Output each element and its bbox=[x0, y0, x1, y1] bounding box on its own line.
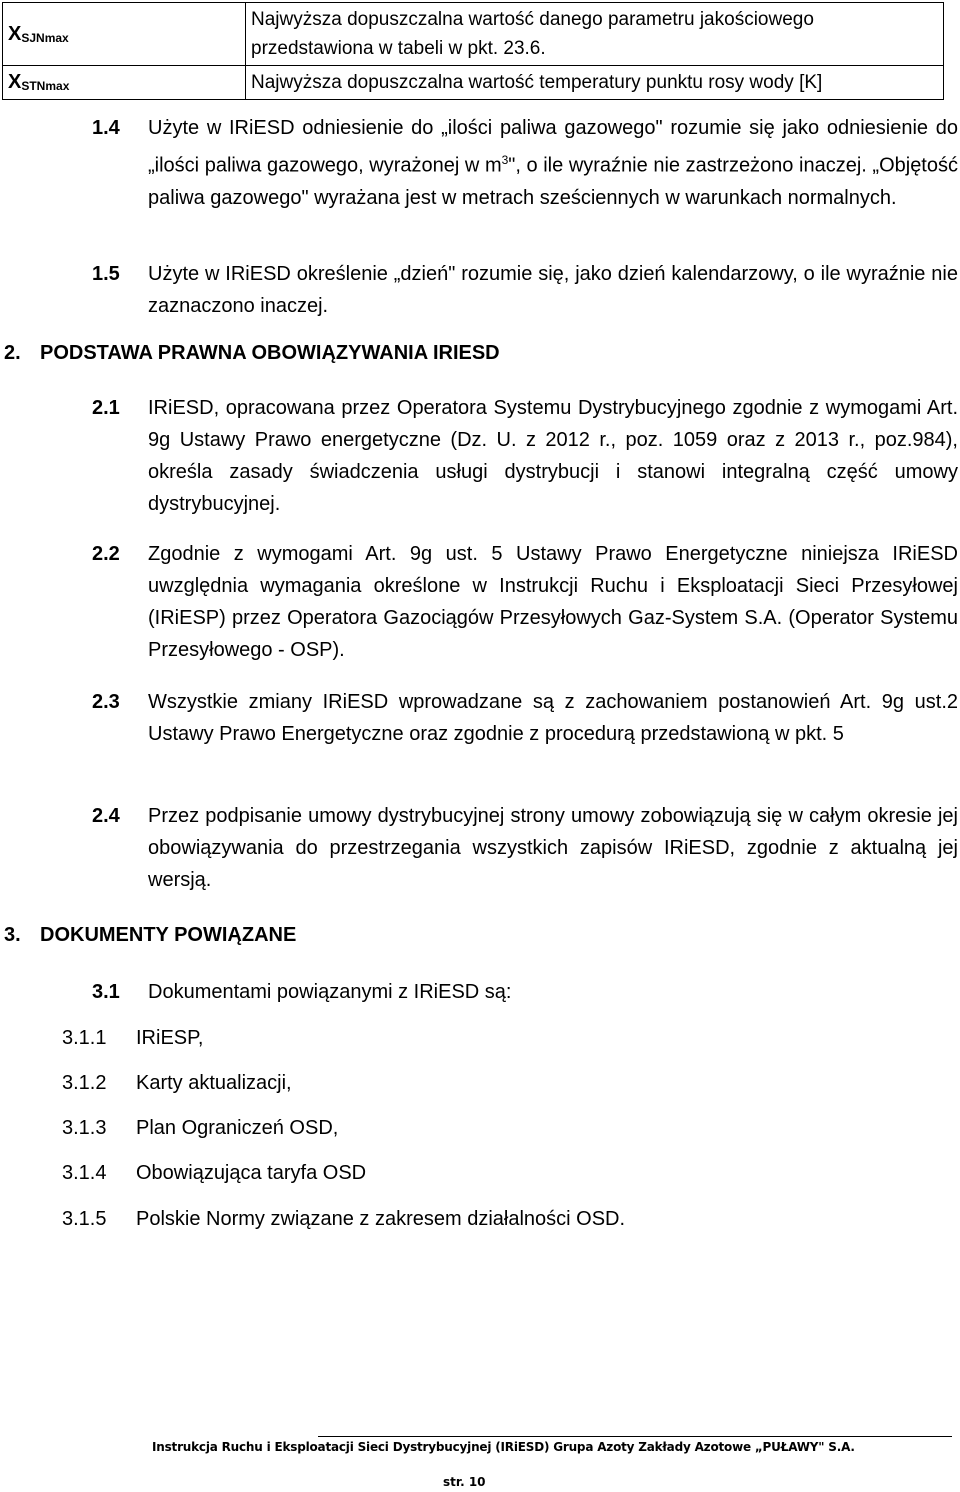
symbol-subscript: STNmax bbox=[21, 79, 70, 93]
section-number: 2.2 bbox=[92, 543, 120, 565]
superscript: 3 bbox=[501, 153, 509, 167]
symbol-cell bbox=[3, 3, 246, 66]
list-item-number: 3.1.1 bbox=[62, 1027, 107, 1049]
paragraph-1-4 bbox=[148, 112, 958, 214]
paragraph-2-1: IRiESD, opracowana przez Operatora Systemu Dystrybucyjnego zgodnie z wymogami Art. 9g Ustawy Prawo energetyczne (Dz. U. z 2012 r., poz. 1059 oraz z 2013 r., poz.984), określa zasady świadczenia usługi dystrybucji i stanowi integralną część umowy dystrybucyjnej. bbox=[148, 397, 958, 515]
paragraph-2-2: Zgodnie z wymogami Art. 9g ust. 5 Ustawy Prawo Energetyczne niniejsza IRiESD uwzględnia wymagania określone w Instrukcji Ruchu i Eksploatacji Sieci Przesyłowej (IRiESP) przez Operatora Gazociągów Przesyłowych Gaz-System S.A. (Operator Systemu Przesyłowego - OSP). bbox=[148, 543, 958, 661]
heading-number: 2. bbox=[4, 342, 21, 364]
definition-row bbox=[3, 66, 944, 100]
section-number: 3.1 bbox=[92, 981, 120, 1003]
symbol: X bbox=[8, 71, 22, 93]
list-item: Karty aktualizacji, bbox=[136, 1072, 292, 1094]
section-heading bbox=[4, 924, 296, 947]
list-item-number: 3.1.2 bbox=[62, 1072, 107, 1094]
heading-title: DOKUMENTY POWIĄZANE bbox=[40, 924, 297, 946]
paragraph-2-4: Przez podpisanie umowy dystrybucyjnej strony umowy zobowiązują się w całym okresie jej obowiązywania do przestrzegania wszystkich zapisów IRiESD, zgodnie z aktualną jej wersją. bbox=[148, 805, 958, 891]
heading-number: 3. bbox=[4, 924, 21, 946]
section-number: 2.3 bbox=[92, 691, 120, 713]
paragraph-3-1: Dokumentami powiązanymi z IRiESD są: bbox=[148, 981, 512, 1003]
paragraph-1-5: Użyte w IRiESD określenie „dzień" rozumie się, jako dzień kalendarzowy, o ile wyraźnie nie zaznaczono inaczej. bbox=[148, 263, 958, 317]
heading-title: PODSTAWA PRAWNA OBOWIĄZYWANIA IRIESD bbox=[40, 342, 500, 364]
section-number: 2.1 bbox=[92, 397, 120, 419]
list-item-number: 3.1.3 bbox=[62, 1117, 107, 1139]
symbol-subscript: SJNmax bbox=[21, 30, 69, 45]
symbol-cell bbox=[3, 66, 246, 100]
symbol: X bbox=[8, 22, 22, 45]
footer-text: Instrukcja Ruchu i Eksploatacji Sieci Dystrybucyjnej (IRiESD) Grupa Azoty Zakłady Azotowe „PUŁAWY" S.A. bbox=[152, 1440, 855, 1454]
definitions-table bbox=[2, 2, 944, 100]
section-heading bbox=[4, 342, 500, 365]
section-number: 2.4 bbox=[92, 805, 120, 827]
list-item-number: 3.1.5 bbox=[62, 1208, 107, 1230]
list-item-number: 3.1.4 bbox=[62, 1162, 107, 1184]
paragraph-text: Użyte w IRiESD odniesienie do „ilości paliwa gazowego" rozumie się jako odniesienie do „ilości paliwa gazowego, wyrażonej w m bbox=[148, 117, 958, 177]
page-number: str. 10 bbox=[443, 1475, 486, 1489]
definition-row bbox=[3, 3, 944, 66]
list-item: Polskie Normy związane z zakresem działalności OSD. bbox=[136, 1208, 626, 1230]
paragraph-2-3: Wszystkie zmiany IRiESD wprowadzane są z zachowaniem postanowień Art. 9g ust.2 Ustawy Prawo Energetyczne oraz zgodnie z procedurą przedstawioną w pkt. 5 bbox=[148, 691, 958, 745]
footer-divider bbox=[318, 1436, 952, 1437]
description-cell: Najwyższa dopuszczalna wartość danego parametru jakościowego przedstawiona w tabeli w pkt. 23.6. bbox=[246, 3, 944, 66]
list-item: Plan Ograniczeń OSD, bbox=[136, 1117, 339, 1139]
list-item: Obowiązująca taryfa OSD bbox=[136, 1162, 367, 1184]
paragraph-text: ", o ile wyraźnie nie zastrzeżono inaczej. „Objętość paliwa gazowego" wyrażana jest w metrach sześciennych w warunkach normalnych. bbox=[148, 154, 958, 209]
description-cell: Najwyższa dopuszczalna wartość temperatury punktu rosy wody [K] bbox=[246, 66, 944, 100]
section-number: 1.4 bbox=[92, 117, 120, 139]
section-number: 1.5 bbox=[92, 263, 120, 285]
list-item: IRiESP, bbox=[136, 1027, 204, 1049]
